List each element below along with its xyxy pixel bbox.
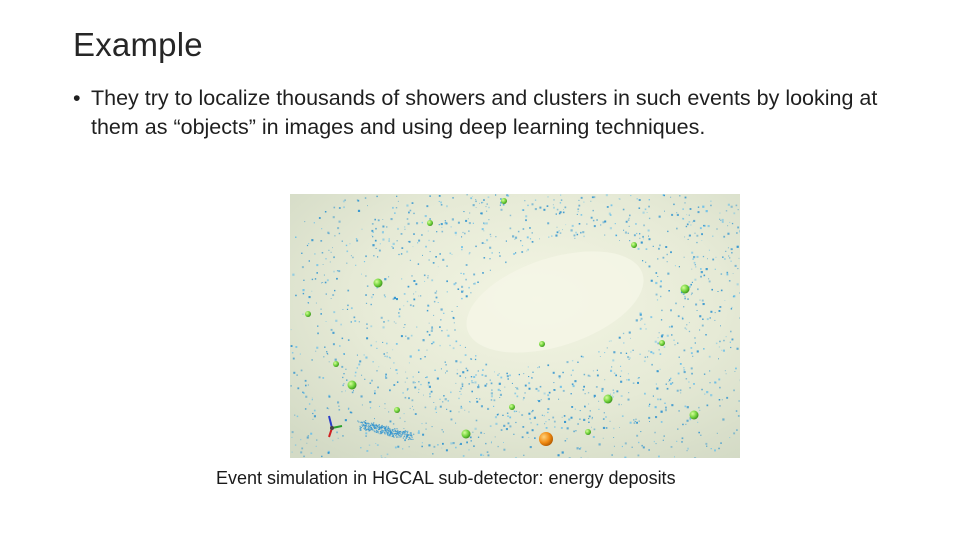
bullet-list xyxy=(73,84,903,142)
cluster-marker xyxy=(374,279,383,288)
cluster-marker xyxy=(690,411,699,420)
cluster-marker xyxy=(604,395,613,404)
cluster-marker xyxy=(427,220,433,226)
cluster-marker xyxy=(585,429,591,435)
event-simulation-image xyxy=(290,194,740,458)
cluster-marker xyxy=(348,381,357,390)
figure-caption: Event simulation in HGCAL sub-detector: energy deposits xyxy=(216,468,676,488)
cluster-marker xyxy=(509,404,515,410)
bullet-text: They try to localize thousands of showers and clusters in such events by looking at them as “objects” in images and using deep learning techniques. xyxy=(91,86,878,139)
cluster-marker xyxy=(681,285,690,294)
cluster-marker-large xyxy=(539,432,553,446)
cluster-marker xyxy=(631,242,637,248)
cluster-marker xyxy=(333,361,339,367)
cluster-marker xyxy=(394,407,400,413)
cluster-marker xyxy=(539,341,545,347)
cluster-marker xyxy=(501,198,507,204)
bullet-item xyxy=(73,84,903,142)
cluster-marker xyxy=(305,311,311,317)
hgcal-event-render xyxy=(290,194,740,458)
cluster-marker xyxy=(659,340,665,346)
bullet-marker: • xyxy=(73,86,81,110)
cluster-marker xyxy=(462,430,471,439)
slide-title: Example xyxy=(73,26,203,63)
